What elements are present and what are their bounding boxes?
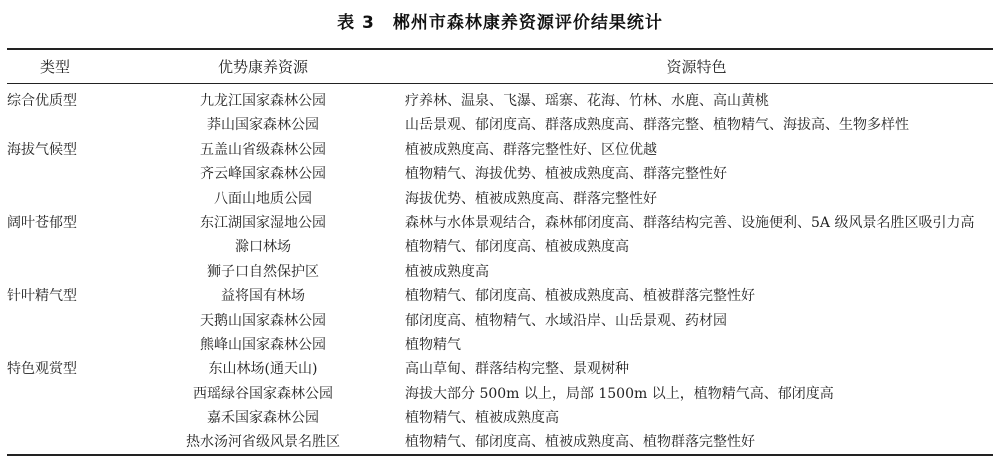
row-features: 海拔优势、植被成熟度高、群落完整性好 [405,190,657,207]
row-type: 综合优质型 [7,93,77,109]
row-resource: 东山林场(通天山) [208,361,318,378]
table-row [0,162,1000,186]
table-title [0,8,1000,33]
header-features: 资源特色 [666,58,727,76]
table-row [0,138,1000,162]
row-resource: 东江湖国家湿地公园 [200,214,326,231]
row-features: 疗养林、温泉、飞瀑、瑶寨、花海、竹林、水鹿、高山黄桃 [405,93,769,109]
row-features: 植物精气、郁闭度高、植被成熟度高、植被群落完整性好 [405,288,755,305]
row-type: 针叶精气型 [7,288,77,305]
row-type: 海拔气候型 [7,141,77,158]
row-resource: 齐云峰国家森林公园 [200,166,326,183]
row-resource: 滁口林场 [235,239,291,256]
row-features: 植物精气、海拔优势、植被成熟度高、群落完整性好 [405,166,727,183]
row-resource: 莽山国家森林公园 [207,117,319,134]
row-features: 植被成熟度高 [405,263,489,280]
row-resource: 五盖山省级森林公园 [200,141,326,158]
row-features: 植被成熟度高、群落完整性好、区位优越 [405,141,657,158]
table-row [0,113,1000,137]
row-resource: 嘉禾国家森林公园 [207,410,319,427]
row-features: 高山草甸、群落结构完整、景观树种 [405,361,629,378]
row-features: 植物精气、郁闭度高、植被成熟度高、植物群落完整性好 [405,434,755,451]
table-title-text: 郴州市森林康养资源评价结果统计 [392,13,663,33]
table-header [0,56,1000,78]
row-resource: 热水汤河省级风景名胜区 [186,434,340,451]
table-row [0,89,1000,113]
table-row [0,235,1000,259]
table-row [0,406,1000,430]
row-features: 植物精气、植被成熟度高 [405,410,559,427]
table-row [0,430,1000,454]
top-rule [7,48,993,50]
table-row [0,357,1000,381]
row-resource: 八面山地质公园 [214,190,312,207]
row-features: 山岳景观、郁闭度高、群落成熟度高、群落完整、植物精气、海拔高、生物多样性 [405,117,909,134]
row-features: 海拔大部分 500m 以上，局部 1500m 以上，植物精气高、郁闭度高 [405,385,834,402]
table-row [0,309,1000,333]
header-rule [7,83,993,84]
row-resource: 狮子口自然保护区 [207,263,319,280]
table-number: 表 3 [337,13,375,33]
row-resource: 西瑶绿谷国家森林公园 [193,385,333,402]
table-row [0,260,1000,284]
table-row [0,284,1000,308]
row-features: 植物精气 [405,336,461,353]
row-resource: 天鹅山国家森林公园 [200,312,326,329]
header-resource: 优势康养资源 [217,58,308,76]
row-resource: 熊峰山国家森林公园 [200,336,326,353]
row-type: 阔叶苍郁型 [7,214,77,231]
row-type: 特色观赏型 [7,361,77,378]
row-features: 植物精气、郁闭度高、植被成熟度高 [405,239,629,256]
table-row [0,211,1000,235]
table-row [0,382,1000,406]
row-features: 森林与水体景观结合，森林郁闭度高、群落结构完善、设施便利、5A 级风景名胜区吸引力高 [405,214,975,231]
table-row [0,187,1000,211]
table-body [0,89,1000,455]
row-resource: 益将国有林场 [221,288,305,305]
table-row [0,333,1000,357]
row-features: 郁闭度高、植物精气、水域沿岸、山岳景观、药材园 [405,312,727,329]
row-resource: 九龙江国家森林公园 [200,93,326,109]
header-type: 类型 [39,58,70,76]
bottom-rule [7,454,993,456]
